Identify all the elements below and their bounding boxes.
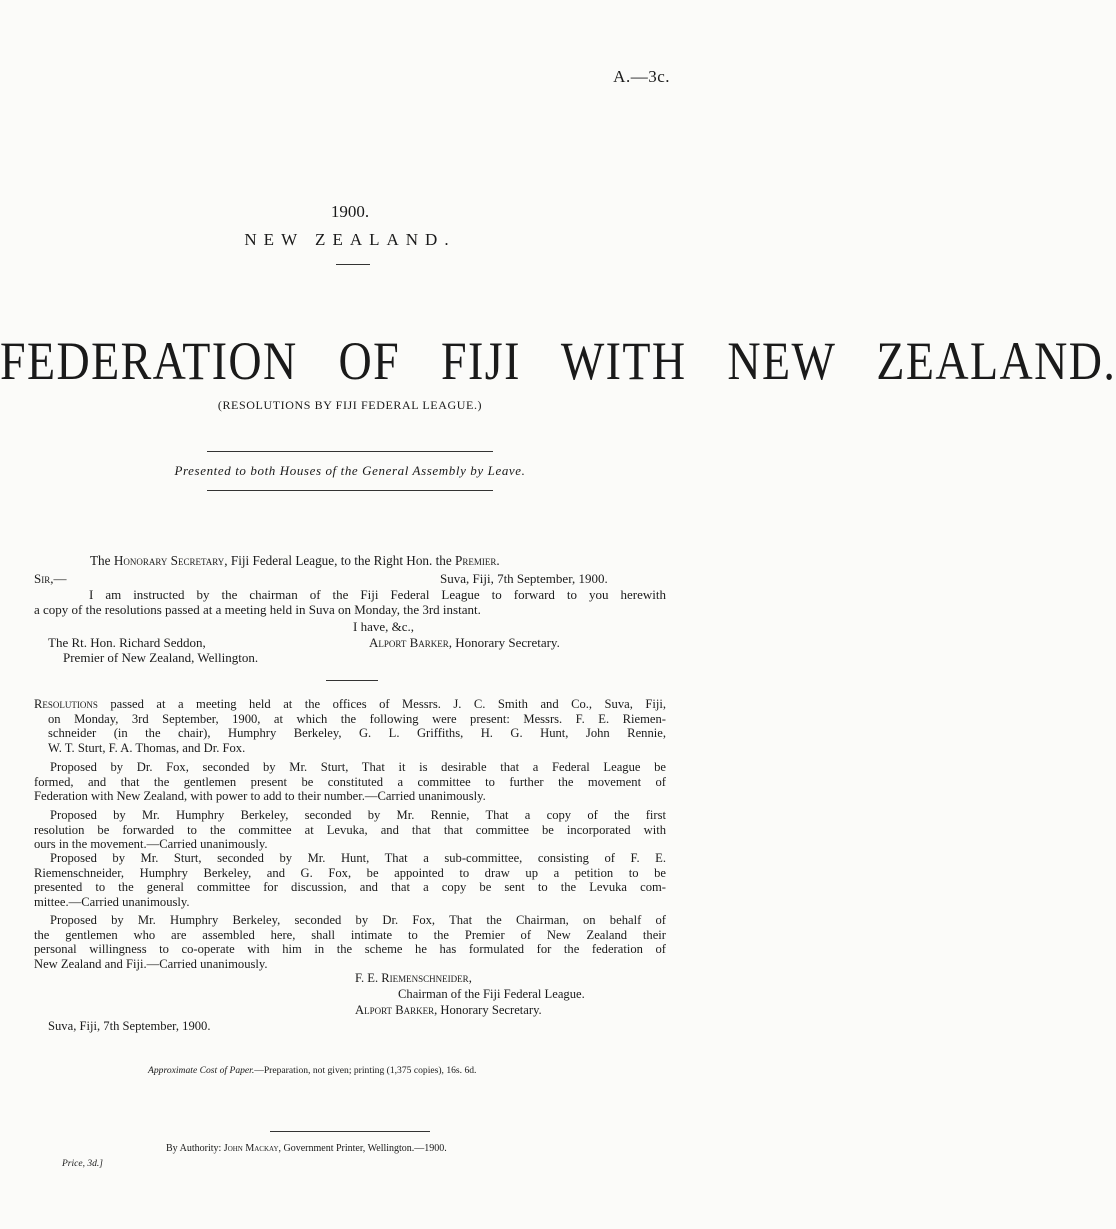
resolution-paragraph: Proposed by Mr. Sturt, seconded by Mr. Hunt, That a sub-committee, consisting of F. E. Riemenschneider, Humphry Berkeley, and G. Fox, be appointed to draw up a petition to be presented to the general committee for discussion, and that a copy be sent to the Levuka com- mittee.—Carried unanimously.	[34, 851, 666, 909]
header-divider	[336, 264, 370, 265]
resolutions-intro: Resolutions passed at a meeting held at the offices of Messrs. J. C. Smith and Co., Suva, Fiji, on Monday, 3rd September, 1900, at which the following were present: Messrs. F. E. Riemen- schneider (in the chair), Humphry Berkeley, G. L. Griffiths, H. G. Hunt, John Rennie, W. T. Sturt, F. A. Thomas, and Dr. Fox.	[34, 697, 666, 755]
section-divider	[326, 680, 378, 681]
footer-rule	[270, 1131, 430, 1132]
cost-note: Approximate Cost of Paper.—Preparation, not given; printing (1,375 copies), 16s. 6d.	[148, 1065, 477, 1076]
resolutions-place-date: Suva, Fiji, 7th September, 1900.	[48, 1019, 211, 1033]
letter-closing: I have, &c.,	[353, 619, 415, 634]
country-heading: NEW ZEALAND.	[244, 230, 456, 249]
document-reference: A.—3c.	[613, 67, 670, 86]
letter-signature: Alport Barker, Honorary Secretary.	[369, 635, 560, 650]
chairman-signature: F. E. Riemenschneider,	[355, 971, 472, 985]
presented-note: Presented to both Houses of the General Assembly by Leave.	[174, 463, 526, 478]
letter-heading: The Honorary Secretary, Fiji Federal League, to the Right Hon. the Premier.	[90, 553, 500, 568]
secretary-signature: Alport Barker, Honorary Secretary.	[355, 1003, 542, 1017]
letter-body: I am instructed by the chairman of the Fiji Federal League to forward to you herewith a copy of the resolutions passed at a meeting held in Suva on Monday, the 3rd instant.	[34, 587, 666, 617]
resolution-paragraph: Proposed by Dr. Fox, seconded by Mr. Sturt, That it is desirable that a Federal League be formed, and that the gentlemen present be constituted a committee to further the movement of Federation with New Zealand, with power to add to their number.—Carried unanimously.	[34, 760, 666, 804]
resolution-paragraph: Proposed by Mr. Humphry Berkeley, seconded by Dr. Fox, That the Chairman, on behalf of the gentlemen who are assembled here, shall intimate to the Premier of New Zealand their personal willingness to co-operate with him in the scheme he has formulated for the federation of New Zealand and Fiji.—Carried unanimously.	[34, 913, 666, 971]
document-subtitle: (RESOLUTIONS BY FIJI FEDERAL LEAGUE.)	[217, 398, 483, 412]
presented-top-rule	[207, 451, 493, 452]
resolution-paragraph: Proposed by Mr. Humphry Berkeley, seconded by Mr. Rennie, That a copy of the first resolution be forwarded to the committee at Levuka, and that that committee be incorporated with ours in the movement.—Carried unanimously.	[34, 808, 666, 852]
year: 1900.	[330, 202, 370, 221]
presented-bottom-rule	[207, 490, 493, 491]
price-note: Price, 3d.]	[62, 1159, 103, 1169]
letter-salutation: Sir,—	[34, 571, 67, 586]
document-title: FEDERATION OF FIJI WITH NEW ZEALAND.	[0, 330, 1116, 391]
chairman-title: Chairman of the Fiji Federal League.	[398, 987, 585, 1001]
letter-addressee-place: Premier of New Zealand, Wellington.	[63, 650, 259, 665]
letter-place-date: Suva, Fiji, 7th September, 1900.	[440, 571, 608, 586]
authority-line: By Authority: John Mackay, Government Printer, Wellington.—1900.	[166, 1143, 447, 1154]
letter-addressee-name: The Rt. Hon. Richard Seddon,	[48, 635, 206, 650]
